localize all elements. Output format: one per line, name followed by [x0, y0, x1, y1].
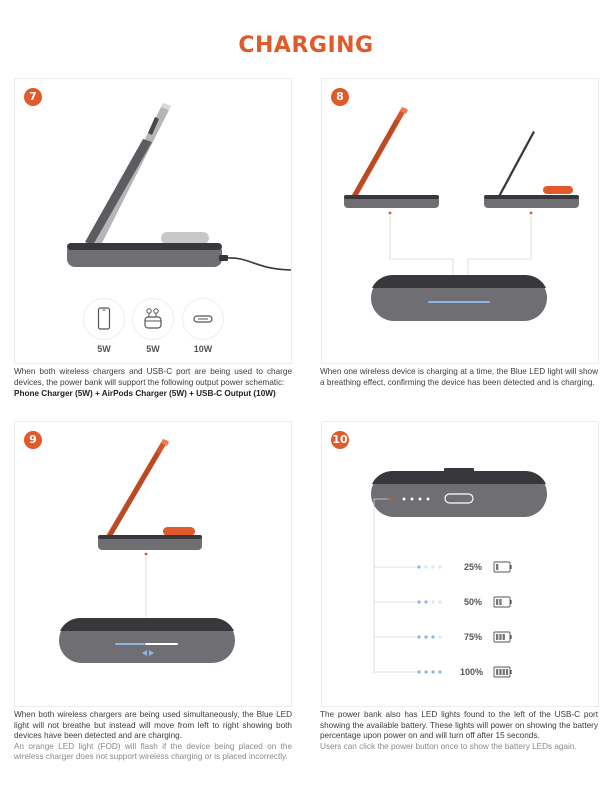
moving-led-illustration: [15, 422, 291, 706]
battery-icon-tip: [510, 670, 512, 674]
battery-fill-segment: [503, 634, 505, 640]
airpods-icon: [133, 299, 173, 339]
panel-7-text: When both wireless chargers and USB-C port are being used to charge devices, the power bank will support the following output power schematic:: [14, 367, 292, 387]
battery-led-dot: [417, 600, 420, 603]
panel-7-output-schematic: Phone Charger (5W) + AirPods Charger (5W) + USB-C Output (10W): [14, 389, 276, 399]
breathing-led-illustration: [322, 79, 598, 363]
battery-icon-tip: [510, 635, 512, 639]
battery-fill-segment: [496, 599, 498, 605]
battery-led-dot: [417, 670, 420, 673]
battery-led-dot: [431, 670, 434, 673]
battery-led-dot: [438, 600, 441, 603]
panel-both-outputs: [14, 78, 292, 364]
battery-level-50: 50%: [464, 597, 483, 607]
battery-led-dot: [431, 600, 434, 603]
battery-led-dot: [431, 565, 434, 568]
battery-led-dot: [424, 565, 427, 568]
battery-led-dot: [431, 635, 434, 638]
battery-level-illustration: [322, 422, 598, 706]
battery-level-100: 100%: [460, 667, 484, 677]
battery-level-75: 75%: [464, 632, 483, 642]
step-number: 7: [24, 88, 42, 106]
battery-led-dot: [438, 670, 441, 673]
airpods-icon-circle: [132, 298, 174, 340]
phone-wattage: 5W: [97, 344, 111, 354]
airpods-wattage: 5W: [146, 344, 160, 354]
panel-9-fod-note: An orange LED light (FOD) will flash if the device being placed on the wireless charger does not support wireless charging or is placed incorrectly.: [14, 741, 292, 762]
usb-c-icon: [183, 299, 223, 339]
battery-icon-tip: [510, 600, 512, 604]
battery-led-dot: [424, 670, 427, 673]
battery-led-dot: [438, 565, 441, 568]
battery-led-dot: [424, 600, 427, 603]
battery-fill-segment: [499, 669, 501, 675]
phone-icon: [84, 299, 124, 339]
battery-fill-segment: [506, 669, 508, 675]
usb-c-icon-circle: [182, 298, 224, 340]
panel-10-description: [320, 710, 598, 752]
battery-icon-tip: [510, 565, 512, 569]
panel-9-text: When both wireless chargers are being used simultaneously, the Blue LED light will not breathe but instead will move from left to right showing both devices have been detected and are charging.: [14, 710, 292, 741]
panel-8-text: When one wireless device is charging at a time, the Blue LED light will show a breathing effect, confirming the device has been detected and is charging.: [320, 367, 598, 387]
battery-fill-segment: [496, 634, 498, 640]
step-number: 8: [331, 88, 349, 106]
panel-both-devices: [14, 421, 292, 707]
battery-level-25: 25%: [464, 562, 483, 572]
panel-8-description: [320, 367, 598, 388]
battery-fill-segment: [499, 634, 501, 640]
usb-c-wattage: 10W: [193, 344, 213, 354]
battery-fill-segment: [496, 669, 498, 675]
panel-7-description: [14, 367, 292, 400]
battery-fill-segment: [503, 669, 505, 675]
battery-led-dot: [438, 635, 441, 638]
step-number: 9: [24, 431, 42, 449]
panel-10-text: The power bank also has LED lights found to the left of the USB-C port showing the available battery. These lights will power on showing the battery percentage upon power on and will turn off after 15 seconds.: [320, 710, 598, 741]
battery-led-dot: [417, 565, 420, 568]
panel-single-device: [321, 78, 599, 364]
panel-10-power-button-note: Users can click the power button once to show the battery LEDs again.: [320, 741, 577, 751]
battery-led-dot: [424, 635, 427, 638]
battery-fill-segment: [499, 599, 501, 605]
phone-icon-circle: [83, 298, 125, 340]
page-title: CHARGING: [238, 33, 374, 58]
battery-led-rows: [417, 562, 511, 677]
battery-fill-segment: [496, 564, 498, 570]
panel-battery-leds: [321, 421, 599, 707]
step-number: 10: [331, 431, 349, 449]
battery-led-dot: [417, 635, 420, 638]
panel-9-description: [14, 710, 292, 763]
